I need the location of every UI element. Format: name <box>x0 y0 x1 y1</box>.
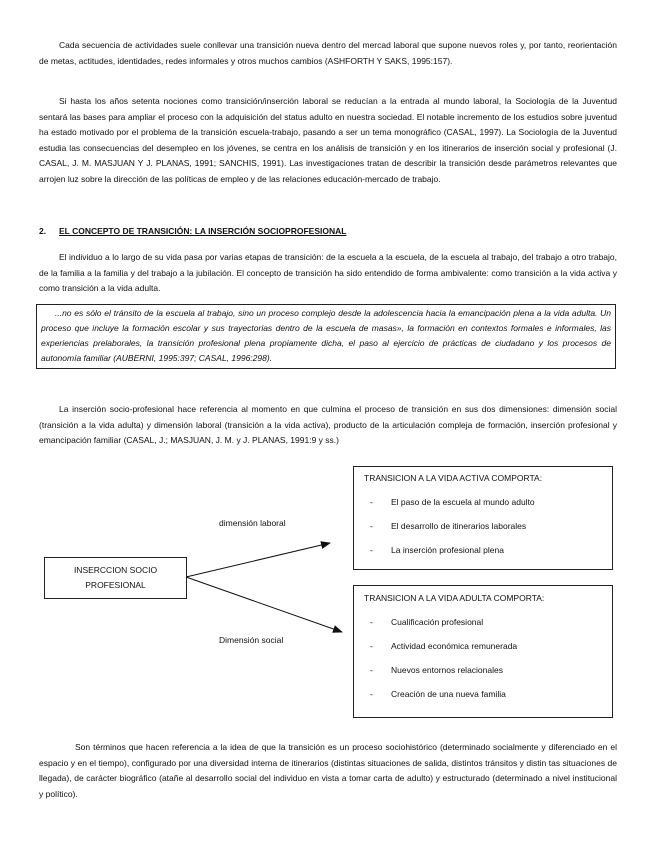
list-dash: - <box>370 545 373 555</box>
section-number: 2. <box>39 226 47 236</box>
box-vida-adulta-title: TRANSICION A LA VIDA ADULTA COMPORTA: <box>364 593 545 603</box>
list-item-text: La inserción profesional plena <box>391 545 504 555</box>
paragraph-2: Si hasta los años setenta nociones como transición/inserción laboral se reducían a la entrada al mundo laboral, la Sociología de la Juventud sentará las bases para ampliar el proceso con la adquisición del status adulto en nuestra sociedad. El notable incremento de los estudios sobre juventud ha estado motivado por el problema de la transición escuela-trabajo, pasando a ser un tema monográfico (CASAL, 1997). La Sociología de la Juventud estudia las consecuencias del desempleo en los jóvenes, se centra en los análisis de transición y en los itinerarios de inserción social y profesional (J. CASAL, J. M. MASJUAN Y J. PLANAS, 1991; SANCHIS, 1991). Las investigaciones tratan de describir la transición desde parámetros relevantes que arrojen luz sobre la dirección de las políticas de empleo y de las relaciones educación-mercado de trabajo. <box>39 96 617 184</box>
label-dimension-laboral: dimensión laboral <box>219 518 286 528</box>
list-item-text: Creación de una nueva familia <box>391 689 506 699</box>
list-dash: - <box>370 497 373 507</box>
list-dash: - <box>370 641 373 651</box>
list-dash: - <box>370 617 373 627</box>
list-item-text: Actividad económica remunerada <box>391 641 518 651</box>
list-dash: - <box>370 689 373 699</box>
source-label: INSERCCION SOCIO PROFESIONAL <box>73 565 158 590</box>
paragraph-3: El individuo a lo largo de su vida pasa por varias etapas de transición: de la escuela a la escuela, de la escuela al trabajo, del trabajo a otro trabajo, de la familia a la familia y del trabajo a la jubilación. El concepto de transición ha sido entendido de forma ambivalente: como transición a la vida activa y como transición a la vida adulta. <box>39 252 617 294</box>
paragraph-1: Cada secuencia de actividades suele conllevar una transición nueva dentro del mercad laboral que supone nuevos roles y, por tanto, reorientación de metas, actitudes, identidades, redes informales y otros muchos cambios (ASHFORTH Y SAKS, 1995:157). <box>39 40 617 66</box>
list-item-text: Cualificación profesional <box>391 617 484 627</box>
list-dash: - <box>370 521 373 531</box>
paragraph-4: La inserción socio-profesional hace referencia al momento en que culmina el proceso de transición en sus dos dimensiones: dimensión social (transición a la vida adulta) y dimensión laboral (transición a la vida activa), producto de la articulación compleja de formación, inserción profesional y emancipación familiar (CASAL, J.; MASJUAN, J. M. y J. PLANAS, 1991:9 y ss.) <box>39 404 617 446</box>
box-vida-activa-title: TRANSICION A LA VIDA ACTIVA COMPORTA: <box>364 473 543 483</box>
paragraph-5: Son términos que hacen referencia a la idea de que la transición es un proceso sociohistórico (determinado socialmente y diferenciado en el espacio y en el tiempo), configurado por una diversidad interna de itinerarios (distintas situaciones de salida, distintos tránsitos y distin tas situaciones de llegada), de carácter biográfico (atañe al desarrollo social del individuo en vista a tomar carta de adulto) y estructurado (determinado a nivel institucional y político). <box>39 742 617 799</box>
label-dimension-social: Dimensión social <box>219 635 284 645</box>
section-title: EL CONCEPTO DE TRANSICIÓN: LA INSERCIÓN SOCIOPROFESIONAL <box>59 226 347 236</box>
quote-text: ...no es sólo el tránsito de la escuela al trabajo, sino un proceso complejo desde la adolescencia hacia la emancipación plena a la vida adulta. Un proceso que incluye la formación escolar y sus trayectorias dentro de la escuela de masas», la formación en contextos formales e informales, las experiencias prelaborales, la transición profesional plena propiamente dicha, el paso al ejercicio de prácticas de ciudadano y los procesos de autonomía familiar (AUBERNI, 1995:397; CASAL, 1996:298). <box>41 308 611 363</box>
list-item-text: Nuevos entornos relacionales <box>391 665 503 675</box>
list-item-text: El paso de la escuela al mundo adulto <box>391 497 535 507</box>
arrow-social <box>186 577 342 632</box>
list-item-text: El desarrollo de itinerarios laborales <box>391 521 527 531</box>
arrow-laboral <box>186 543 330 577</box>
list-dash: - <box>370 665 373 675</box>
